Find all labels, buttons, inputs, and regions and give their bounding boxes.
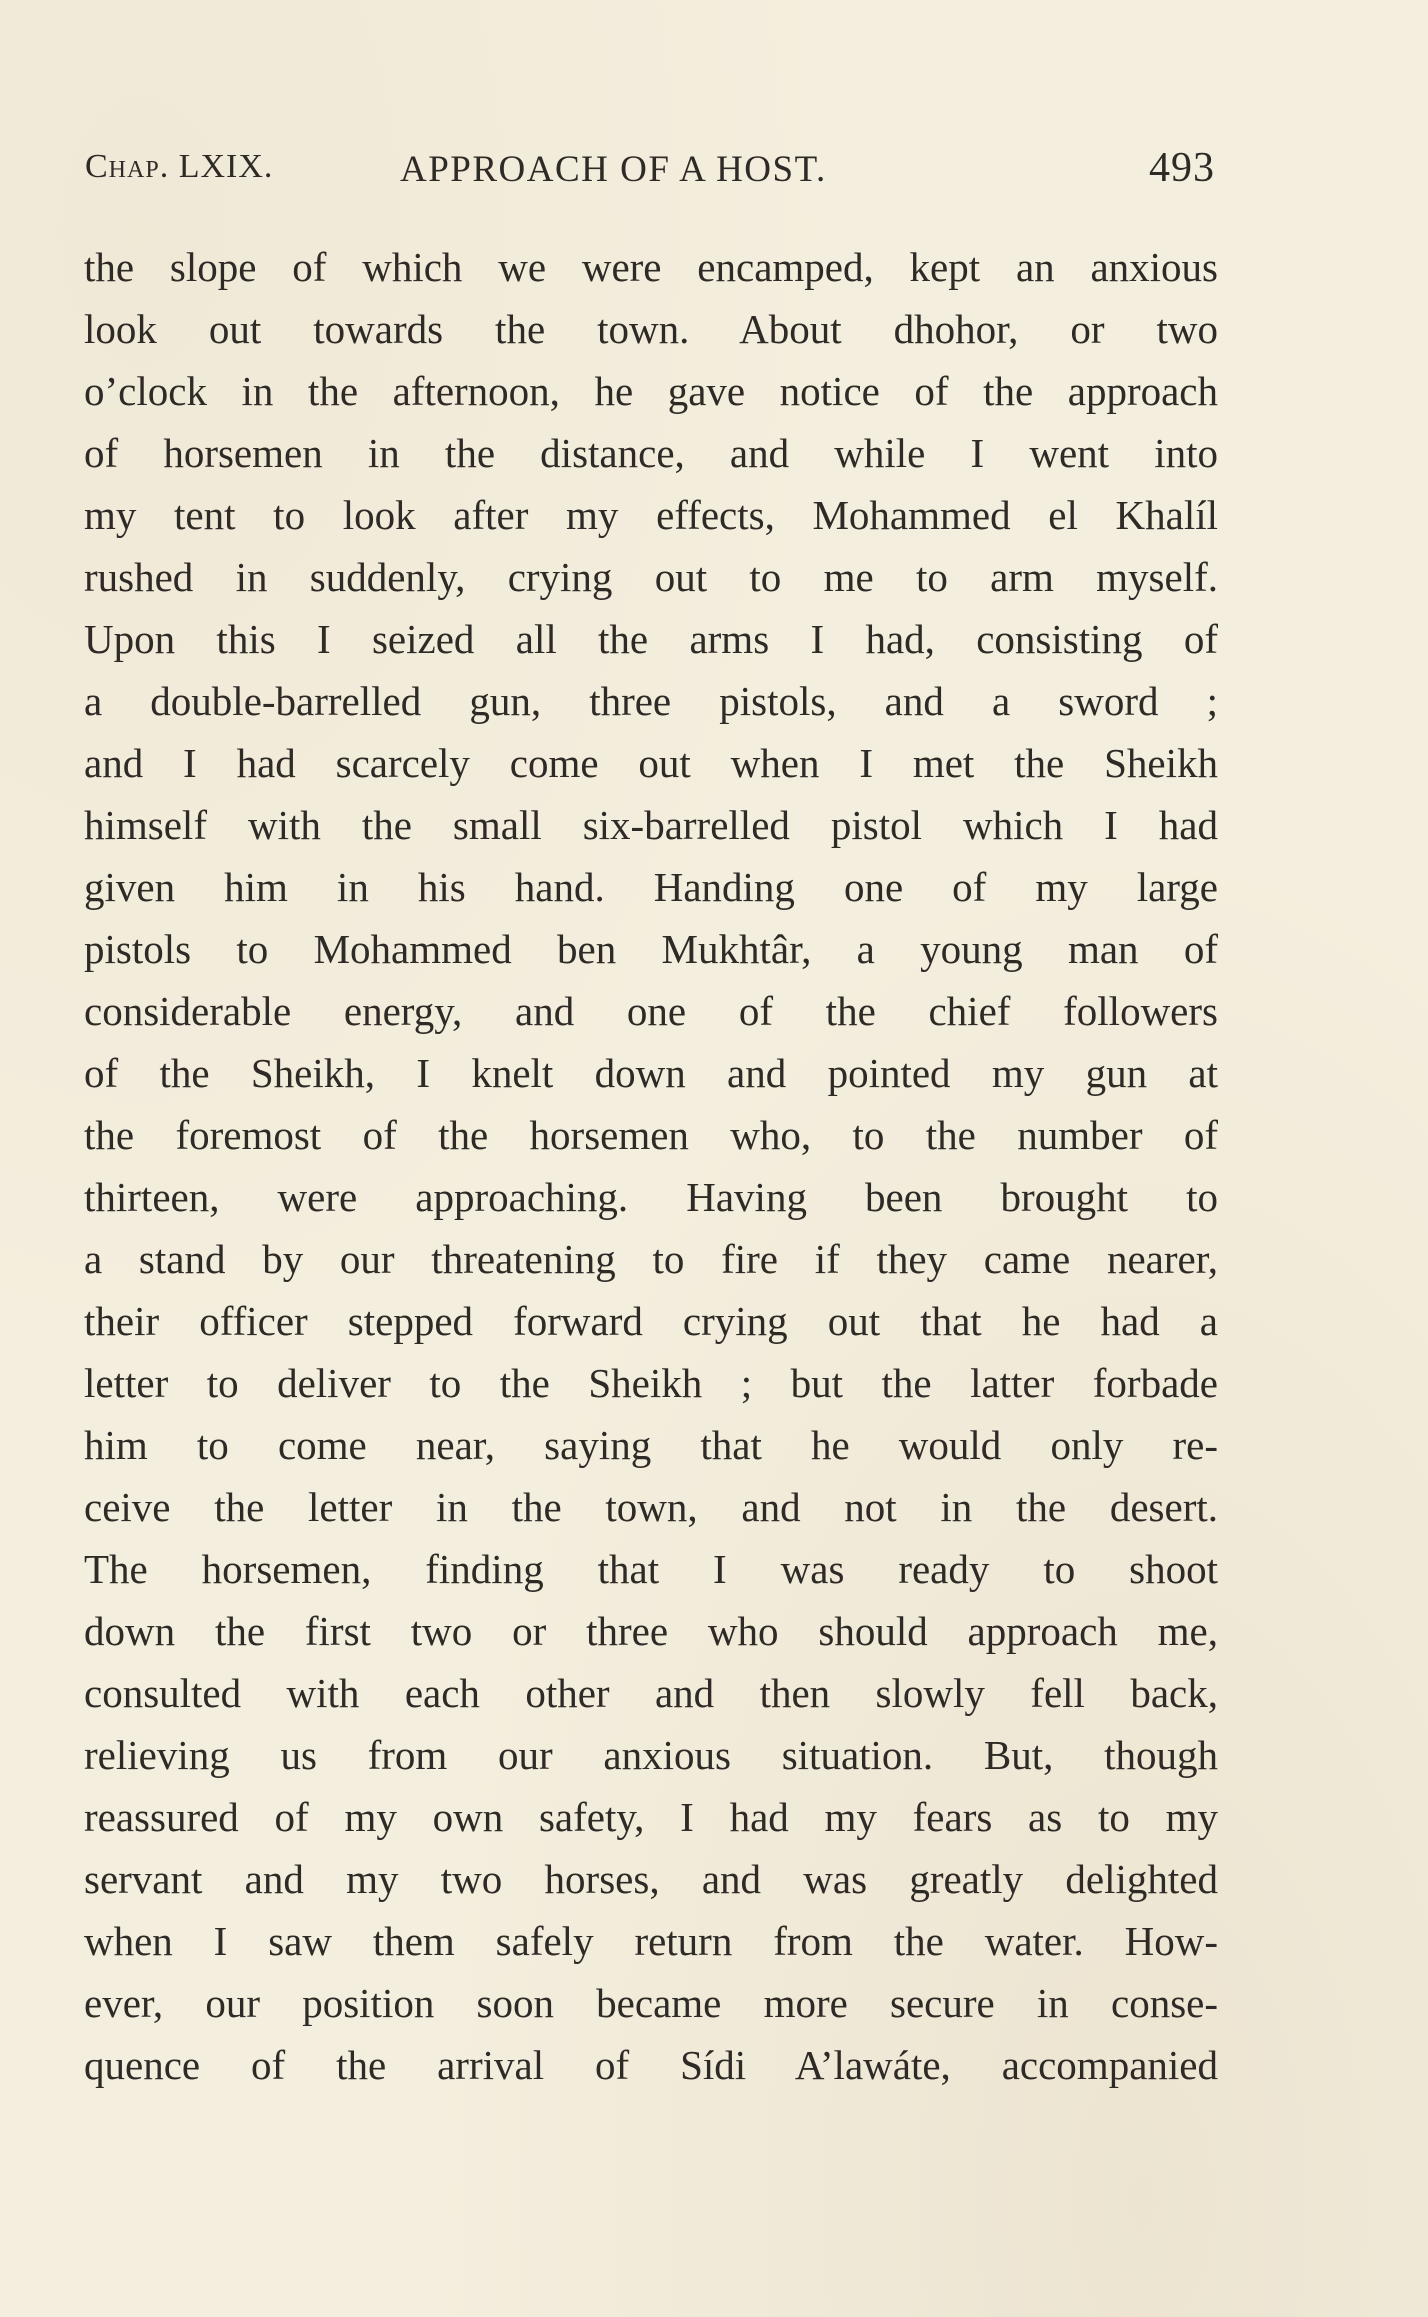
text-line: The horsemen, finding that I was ready to shoot xyxy=(84,1546,1218,1592)
text-line: rushed in suddenly, crying out to me to arm myself. xyxy=(84,554,1218,600)
text-line: reassured of my own safety, I had my fears as to my xyxy=(84,1794,1218,1840)
text-line: the foremost of the horsemen who, to the number of xyxy=(84,1112,1218,1158)
text-line: him to come near, saying that he would only re- xyxy=(84,1422,1218,1468)
text-line: quence of the arrival of Sídi A’lawáte, accompanied xyxy=(84,2042,1218,2088)
text-line: Upon this I seized all the arms I had, consisting of xyxy=(84,616,1218,662)
body-text xyxy=(84,236,1218,2096)
text-line: my tent to look after my effects, Mohammed el Khalíl xyxy=(84,492,1218,538)
text-line: pistols to Mohammed ben Mukhtâr, a young man of xyxy=(84,926,1218,972)
text-line: a stand by our threatening to fire if they came nearer, xyxy=(84,1236,1218,1282)
text-line: and I had scarcely come out when I met the Sheikh xyxy=(84,740,1218,786)
text-line: letter to deliver to the Sheikh ; but the latter forbade xyxy=(84,1360,1218,1406)
text-line: when I saw them safely return from the water. How- xyxy=(84,1918,1218,1964)
page-number: 493 xyxy=(1149,145,1215,191)
running-head xyxy=(85,140,1215,200)
text-line: their officer stepped forward crying out that he had a xyxy=(84,1298,1218,1344)
text-line: given him in his hand. Handing one of my large xyxy=(84,864,1218,910)
text-line: o’clock in the afternoon, he gave notice of the approach xyxy=(84,368,1218,414)
text-line: of horsemen in the distance, and while I went into xyxy=(84,430,1218,476)
text-line: relieving us from our anxious situation. But, though xyxy=(84,1732,1218,1778)
text-line: down the first two or three who should approach me, xyxy=(84,1608,1218,1654)
text-line: look out towards the town. About dhohor, or two xyxy=(84,306,1218,352)
text-line: servant and my two horses, and was greatly delighted xyxy=(84,1856,1218,1902)
text-line: ceive the letter in the town, and not in the desert. xyxy=(84,1484,1218,1530)
running-title: APPROACH OF A HOST. xyxy=(400,149,827,190)
text-line: a double-barrelled gun, three pistols, and a sword ; xyxy=(84,678,1218,724)
text-line: consulted with each other and then slowly fell back, xyxy=(84,1670,1218,1716)
chapter-label: Chap. LXIX. xyxy=(85,148,274,185)
text-line: thirteen, were approaching. Having been brought to xyxy=(84,1174,1218,1220)
text-line: himself with the small six-barrelled pistol which I had xyxy=(84,802,1218,848)
text-line: ever, our position soon became more secure in conse- xyxy=(84,1980,1218,2026)
text-line: the slope of which we were encamped, kept an anxious xyxy=(84,244,1218,290)
text-line: of the Sheikh, I knelt down and pointed my gun at xyxy=(84,1050,1218,1096)
text-line: considerable energy, and one of the chief followers xyxy=(84,988,1218,1034)
